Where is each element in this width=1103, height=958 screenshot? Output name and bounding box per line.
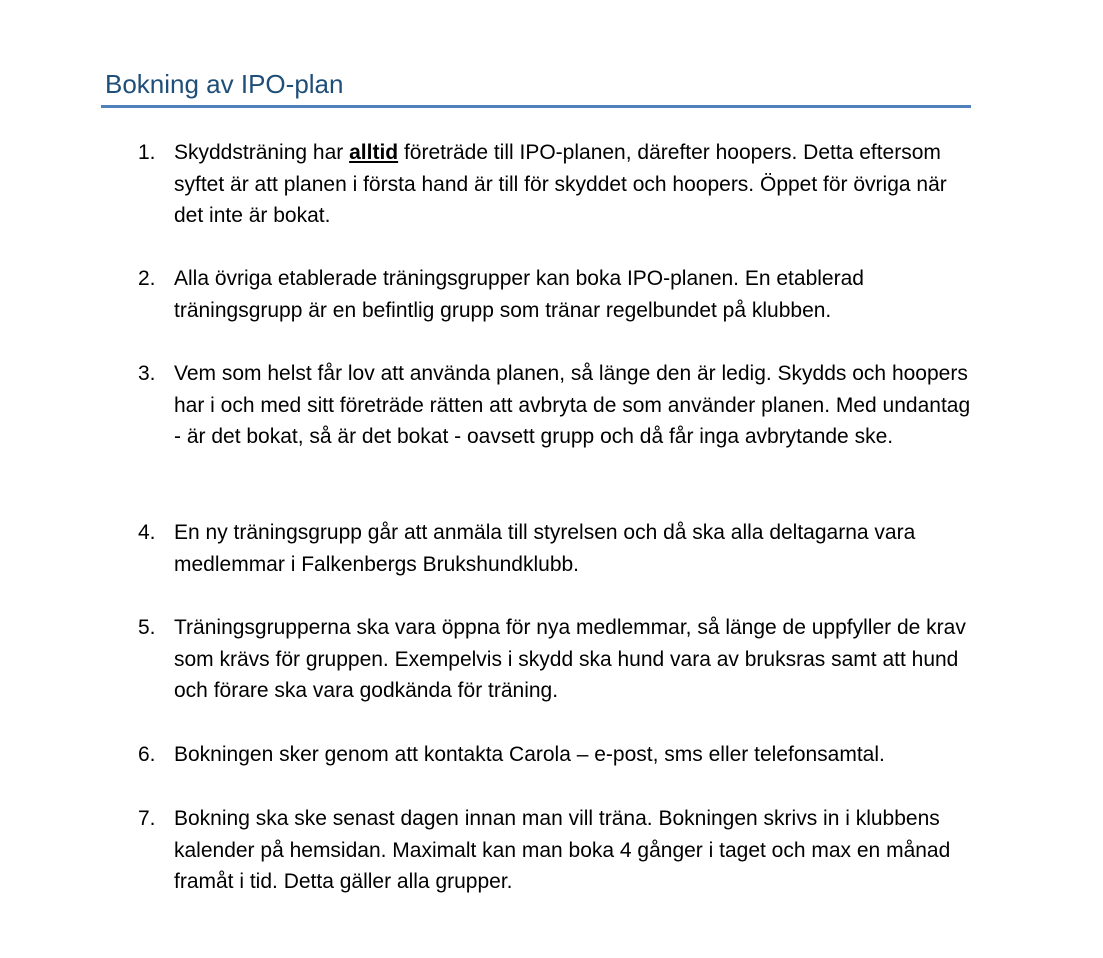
rule-text: Bokning ska ske senast dagen innan man vill träna. Bokningen skrivs in i klubbens kalender på hemsidan. Maximalt kan man boka 4 gånger i taget och max en månad framåt i tid. Detta gäller alla grupper.	[174, 807, 951, 893]
rule-text: Vem som helst får lov att använda planen, så länge den är ledig. Skydds och hoopers har i och med sitt företräde rätten att avbryta de som använder planen. Med undantag - är det bokat, så är det bokat - oavsett grupp och då får inga avbrytande ske.	[174, 362, 971, 448]
rule-number: 3.	[138, 362, 156, 385]
rule-number: 5.	[138, 616, 156, 639]
title-underline	[101, 105, 971, 108]
rule-text	[174, 137, 974, 232]
rule-text: En ny träningsgrupp går att anmäla till styrelsen och då ska alla deltagarna vara medlemmar i Falkenbergs Brukshundklubb.	[174, 521, 916, 576]
rule-number: 2.	[138, 267, 156, 290]
rule-number: 1.	[138, 141, 156, 164]
rule-number: 4.	[138, 521, 156, 544]
rule-text: Bokningen sker genom att kontakta Carola – e-post, sms eller telefonsamtal.	[174, 743, 885, 766]
rule-text: Alla övriga etablerade träningsgrupper kan boka IPO-planen. En etablerad träningsgrupp är en befintlig grupp som tränar regelbundet på klubben.	[174, 267, 864, 322]
rule-number: 6.	[138, 743, 156, 766]
rule-text-before: Skyddsträning har	[174, 141, 350, 164]
rule-emphasis: alltid	[349, 141, 399, 164]
rule-text: Träningsgrupperna ska vara öppna för nya medlemmar, så länge de uppfyller de krav som krävs för gruppen. Exempelvis i skydd ska hund vara av bruksras samt att hund och förare ska vara godkända för träning.	[174, 616, 966, 702]
document-title: Bokning av IPO-plan	[105, 69, 344, 99]
rule-text-after: företräde till IPO-planen, därefter hoopers. Detta eftersom syftet är att planen i första hand är till för skyddet och hoopers. Öppet för övriga när det inte är bokat.	[174, 141, 947, 227]
rule-number: 7.	[138, 807, 156, 830]
